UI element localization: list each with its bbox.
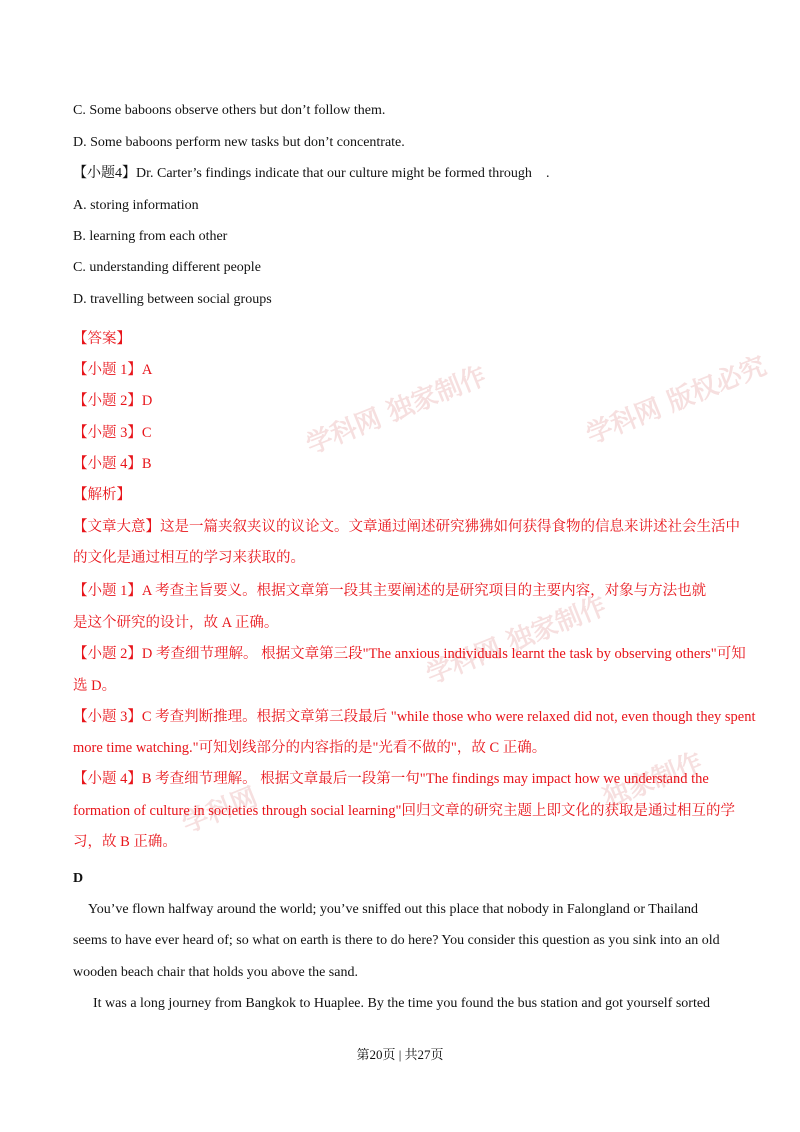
- analysis-q4-line1: 【小题 4】B 考查细节理解。 根据文章最后一段第一句"The findings may impact how we understand the: [73, 771, 709, 787]
- question4-option-d: D. travelling between social groups: [73, 292, 272, 307]
- analysis-q3-line1: 【小题 3】C 考查判断推理。根据文章第三段最后 "while those who were relaxed did not, even though they spent: [73, 709, 756, 725]
- analysis-q2-line1: 【小题 2】D 考查细节理解。 根据文章第三段"The anxious individuals learnt the task by observing others"可知: [73, 646, 746, 662]
- answer-q3: 【小题 3】C: [73, 425, 152, 441]
- passage-paragraph1-line3: wooden beach chair that holds you above the sand.: [73, 965, 358, 980]
- question4-stem: [73, 165, 549, 183]
- question4-option-c: C. understanding different people: [73, 260, 261, 275]
- answer-q4: 【小题 4】B: [73, 456, 152, 472]
- question4-stem-end: .: [545, 166, 550, 181]
- answer-q1: 【小题 1】A: [73, 362, 153, 378]
- analysis-main-idea-line1: 【文章大意】这是一篇夹叙夹议的议论文。文章通过阐述研究狒狒如何获得食物的信息来讲述社会生活中: [73, 519, 740, 535]
- answer-q2: 【小题 2】D: [73, 393, 153, 409]
- page-footer: 第20页 | 共27页: [356, 1047, 444, 1062]
- passage-paragraph1-line1: You’ve flown halfway around the world; you’ve sniffed out this place that nobody in Falongland or Thailand: [88, 902, 699, 917]
- analysis-q4-line2: formation of culture in societies through social learning"回归文章的研究主题上即文化的获取是通过相互的学: [73, 803, 735, 819]
- analysis-q1-line2: 是这个研究的设计，故 A 正确。: [73, 615, 279, 631]
- watermark-stamp: 学科网 独家制作: [302, 361, 491, 461]
- analysis-q1-line1: 【小题 1】A 考查主旨要义。根据文章第一段其主要阐述的是研究项目的主要内容，对象与方法也就: [73, 583, 707, 599]
- analysis-main-idea-line2: 的文化是通过相互的学习来获取的。: [73, 550, 305, 566]
- watermark-stamp: 独家制作: [599, 747, 707, 815]
- watermark-stamp: 学科网 版权必究: [582, 351, 771, 451]
- passage-label: D: [73, 871, 84, 886]
- analysis-q4-line3: 习，故 B 正确。: [73, 834, 177, 850]
- passage-paragraph2-line1: It was a long journey from Bangkok to Huaplee. By the time you found the bus station and got yourself sorted: [93, 996, 711, 1011]
- question4-option-a: A. storing information: [73, 198, 199, 213]
- watermark-stamp: 学科网 独家制作: [422, 591, 611, 691]
- passage-paragraph1-line2: seems to have ever heard of; so what on earth is there to do here? You consider this question as you sink into an old: [73, 933, 720, 948]
- question4-stem-text: 【小题4】Dr. Carter’s findings indicate that our culture might be formed through: [73, 166, 532, 181]
- question3-option-d: D. Some baboons perform new tasks but don’t concentrate.: [73, 135, 405, 150]
- analysis-q3-line2: more time watching."可知划线部分的内容指的是"光看不做的"，故 C 正确。: [73, 740, 547, 756]
- question4-option-b: B. learning from each other: [73, 229, 228, 244]
- analysis-header: 【解析】: [73, 487, 131, 503]
- question3-option-c: C. Some baboons observe others but don’t follow them.: [73, 103, 386, 118]
- watermark-stamp: 学科网: [178, 782, 262, 840]
- answers-header: 【答案】: [73, 331, 131, 347]
- analysis-q2-line2: 选 D。: [73, 678, 117, 694]
